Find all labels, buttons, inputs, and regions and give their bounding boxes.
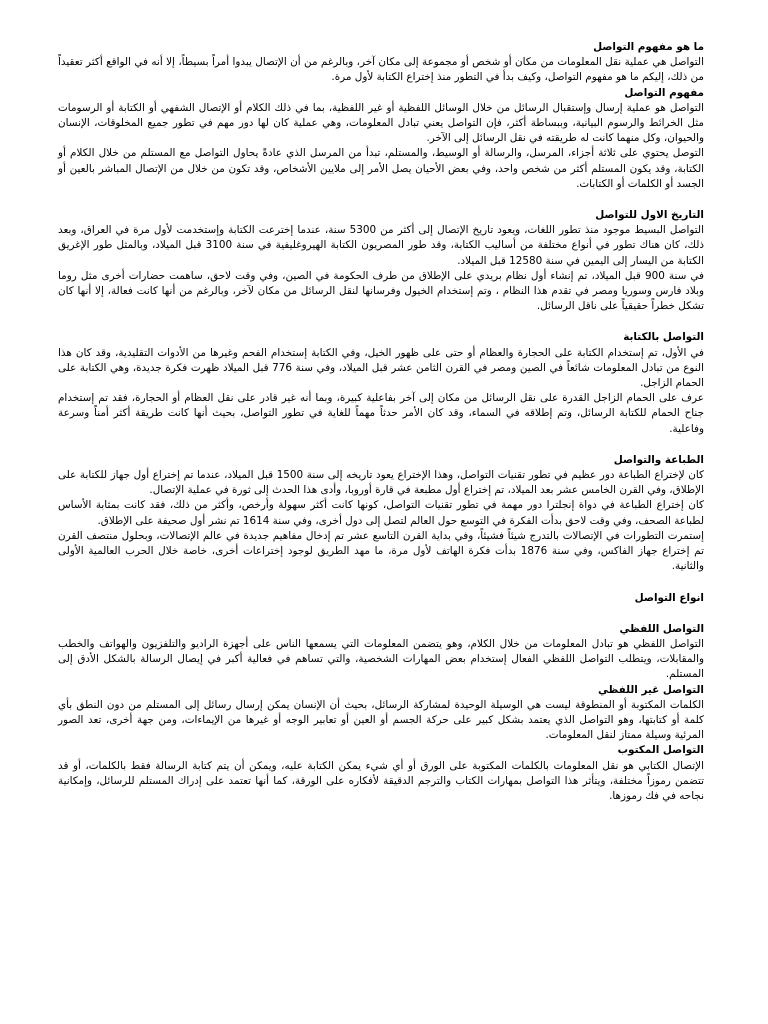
section-heading: التواصل اللفظي bbox=[619, 622, 704, 635]
section-heading: التواصل بالكتابة bbox=[623, 331, 704, 344]
section-spacer bbox=[58, 314, 704, 330]
section-paragraph: التواصل البسيط موجود منذ تطور اللغات، ويعود تاريخ الإتصال إلى أكثر من 5300 سنة، عندما إخترعت الكتابة وإستخدمت لأول مرة في العراق، وبعد ذلك، كان هناك تطور في أنواع مختلفة من أساليب الكتابة، وقد طور المصريون الكتابة الهيروغليفية في سنة 3100 قبل الميلاد، وبالمثل طور الإغريق الكتابة من اليسار إلى اليمين في سنة 12580 قبل الميلاد. bbox=[58, 224, 704, 267]
section-paragraph: في سنة 900 قبل الميلاد، تم إنشاء أول نظام بريدي على الإطلاق من طرف الحكومة في الصين، وفي وقت لاحق، ساهمت حضارات أخرى مثل روما وبلاد فارس وسوريا ومصر في تقدم هذا النظام ، وتم إستخدام الخيول وفرسانها لنقل الرسائل من مكان لآخر، وبالرغم من أنها كانت فعالة، إلا أنها كان تشكل خطراً حقيقياً على ناقل الرسائل. bbox=[58, 269, 704, 313]
section-paragraph: الكلمات المكتوبة أو المنطوقة ليست هي الوسيلة الوحيدة لمشاركة الرسائل، بحيث أن الإنسان يمكن إرسال رسائل إلى المستلم من دون النطق بأي كلمة أو كتابتها، وهو التواصل الذي يعتمد بشكل كبير على حركة الجسم أو العين أو تعابير الوجه أو غيرها من الإيماءات، ومن جهة أخرى، تعد الصور المرئية وسيلة ممتاز لنقل المعلومات. bbox=[58, 698, 704, 742]
section-paragraph: كان لإختراع الطباعة دور عظيم في تطور تقنيات التواصل، وهذا الإختراع يعود تاريخه إلى سنة 1500 قبل الميلاد، عندما تم إختراع أول جهاز للكتابة على الإطلاق، وفي القرن الخامس عشر بعد الميلاد، تم إختراع أول مطبعة في قارة أوروبا، وأدى هذا الحدث إلى ثورة في عملية الإتصال. bbox=[58, 469, 704, 497]
section-paragraph: الإتصال الكتابي هو نقل المعلومات بالكلمات المكتوبة على الورق أو أي شيء يمكن الكتابة عليه، ويمكن أن يتم كتابة الرسالة فقط بالكلمات، أو قد تتضمن رموزاً مختلفة، ويتأثر هذا التواصل بمهارات الكتاب والترجم الدقيقة لأفكاره على الورقة، كما أنها تعتمد على إدراك المستلم للرسائل، وإمكانية نجاحه في فك رموزها. bbox=[58, 759, 704, 802]
section-heading: مفهوم التواصل bbox=[624, 86, 704, 99]
section-paragraph: عرف على الحمام الزاجل القدرة على نقل الرسائل من مكان إلى آخر بفاعلية كبيرة، وبما أنه غير قادر على نقل العظام أو الحجارة، فقد تم إستخدام جناح الحمام للكتابة الرسائل، وتم إطلاقه في السماء، وقد كان الأمر حدثاً مهماً للغاية في تطور التواصل، بحيث أنها كانت طريقة أكثر أمناً وسرعة وفاعلية. bbox=[58, 392, 704, 435]
section-spacer bbox=[58, 575, 704, 591]
section-paragraph: في الأول، تم إستخدام الكتابة على الحجارة والعظام أو حتى على ظهور الخيل، وفي الكتابة إستخدام الفحم وغيرها من الأدوات التقليدية، وقد كان هذا النوع من تبادل المعلومات شائعاً في الصين ومصر في القرن الثامن عشر قبل الميلاد، وفي سنة 776 قبل الميلاد ظهرت فكرة جديدة، وهي الكتابة على الحمام الزاجل. bbox=[58, 346, 704, 390]
section-heading: التواصل المكتوب bbox=[617, 744, 704, 757]
section-paragraph: التواصل اللفظي هو تبادل المعلومات من خلال الكلام، وهو يتضمن المعلومات التي يسمعها الناس على أجهزة الراديو والتلفزيون والهواتف والخطب والمقابلات، ويتطلب التواصل اللفظي الفعال إستخدام بعض المهارات الشخصية، والتي تساهم في فعالية أكبر في إيصال الرسالة بالشكل الأدق إلى المستلم. bbox=[58, 637, 704, 681]
section-spacer bbox=[58, 192, 704, 208]
section-spacer bbox=[58, 437, 704, 453]
document-page bbox=[58, 40, 704, 804]
section-paragraph: التوصل يحتوي على ثلاثة أجزاء، المرسل، والرسالة أو الوسيط، والمستلم، تبدأ من المرسل الذي عادةً يحاول التواصل مع المستلم من خلال الكلام أو الكتابة، وقد يكون المستلم أكثر من شخص واحد، وفي بعض الأحيان يصل الأمر إلى ملايين الأشخاص، وقد تكون من خلال من الإتصال المباشر بالعين أو الجسد أو الكلمات أو الكتابات. bbox=[58, 147, 704, 190]
section-paragraph: إستمرت التطورات في الإتصالات بالتدرج شيئاً فشيئاً، وفي بداية القرن التاسع عشر تم إدخال مفاهيم جديدة في عالم الإتصالات، وبحلول منتصف القرن تم إختراع جهاز الفاكس، وفي سنة 1876 بدأت فكرة الهاتف لأول مرة، ما مهد الطريق لوجود إختراعات أخرى، خاصة خلال الحرب العالمية الأولى والثانية. bbox=[58, 529, 704, 573]
section-heading: ما هو مفهوم التواصل bbox=[593, 41, 704, 53]
section-heading: التاريخ الاول للتواصل bbox=[595, 209, 704, 222]
section-spacer bbox=[58, 606, 704, 622]
section-paragraph: التواصل هو عملية إرسال وإستقبال الرسائل من خلال الوسائل اللفظية أو غير اللفظية، بما في ذلك الكلام أو الإتصال الشفهي أو الكتابة أو الرسومات مثل الخرائط والرسوم البيانية، وببساطة أكثر، فإن التواصل يعني تبادل المعلومات، وهي عملية كان لها دور مهم في تطور جميع المخلوقات، الإنسان والحيوان، وكل منهما كانت له طريقته في نقل الرسائل إلى الآخر. bbox=[58, 101, 704, 145]
section-paragraph: التواصل هي عملية نقل المعلومات من مكان أو شخص أو مجموعة إلى مكان آخر، وبالرغم من أن الإتصال يبدوا أمراً بسيطاً، إلا أنه في الواقع أكثر تعقيداً من ذلك، إليكم ما هو مفهوم التواصل، وكيف بدأ في التطور منذ إختراع الكتابة لأول مرة. bbox=[58, 56, 704, 84]
section-heading: الطباعة والتواصل bbox=[613, 453, 704, 466]
section-heading: انواع التواصل bbox=[634, 591, 704, 604]
section-paragraph: كان إختراع الطباعة في دواة إنجلترا دور مهمة في تطور تقنيات التواصل، كونها كانت أكثر سهولة وأرخص، وأكثر من ذلك، فقد كانت بمثابة الأساس لطباعة الصحف، وفي وقت لاحق بدأت الفكرة في التوسع حول العالم لتصل إلى دول أخرى، وفي سنة 1614 تم نشر أول صحيفة على الإطلاق. bbox=[58, 499, 704, 527]
section-heading: التواصل غير اللفظي bbox=[598, 683, 704, 696]
